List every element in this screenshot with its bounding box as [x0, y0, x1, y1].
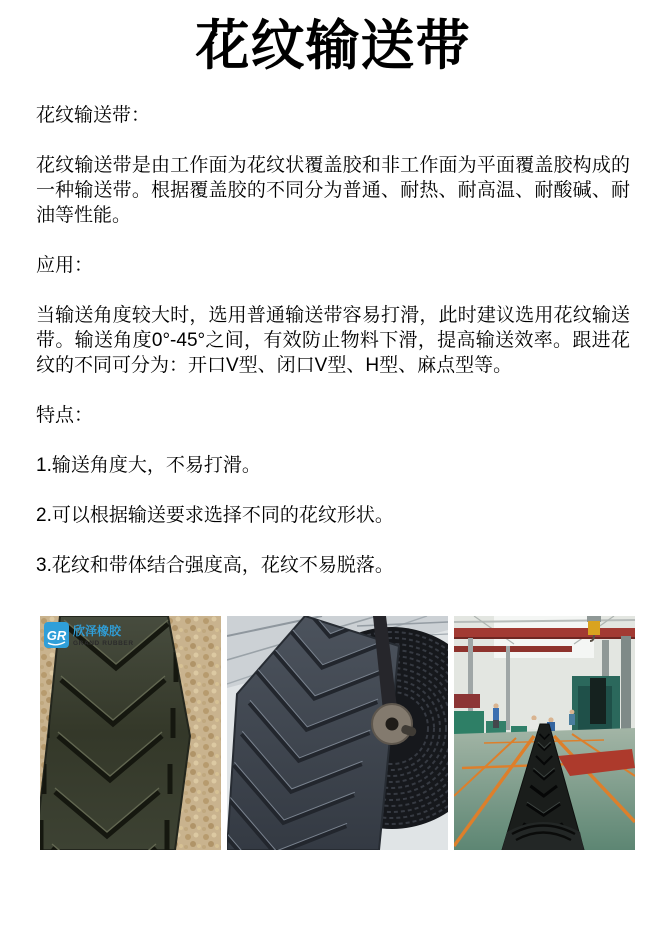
- features-label: 特点：: [36, 405, 94, 426]
- feature-item-2: 2.可以根据输送要求选择不同的花纹形状。: [36, 505, 394, 526]
- brand-name-cn: 欣泽橡胶: [73, 624, 122, 638]
- feature-item-3: 3.花纹和带体结合强度高，花纹不易脱落。: [36, 555, 394, 576]
- intro-label: 花纹输送带：: [36, 105, 151, 126]
- photo-factory-sidewall-belt: [454, 616, 635, 850]
- brand-logo-initials: GR: [46, 628, 67, 643]
- brand-logo: [44, 622, 134, 648]
- page-title: 花纹输送带: [195, 16, 471, 76]
- chevron-belt-illustration: [40, 616, 221, 850]
- factory-floor-illustration: [454, 616, 635, 850]
- application-paragraph: 当输送角度较大时，选用普通输送带容易打滑，此时建议选用花纹输送带。输送角度0°-45°之间，有效防止物料下滑，提高输送效率。跟进花纹的不同可分为：开口V型、闭口V型、H型、麻点型等。: [36, 305, 630, 376]
- feature-item-1: 1.输送角度大，不易打滑。: [36, 455, 261, 476]
- brand-name-en: GRAND RUBBER: [73, 640, 134, 647]
- belt-roll-illustration: [227, 616, 448, 850]
- photo-belt-roll: [227, 616, 448, 850]
- intro-paragraph: 花纹输送带是由工作面为花纹状覆盖胶和非工作面为平面覆盖胶构成的一种输送带。根据覆盖胶的不同分为普通、耐热、耐高温、耐酸碱、耐油等性能。: [36, 155, 630, 226]
- photo-chevron-belt-closeup: [40, 616, 221, 850]
- product-photo-strip: [40, 616, 666, 850]
- chevron-belt: [40, 616, 190, 850]
- application-label: 应用：: [36, 255, 94, 276]
